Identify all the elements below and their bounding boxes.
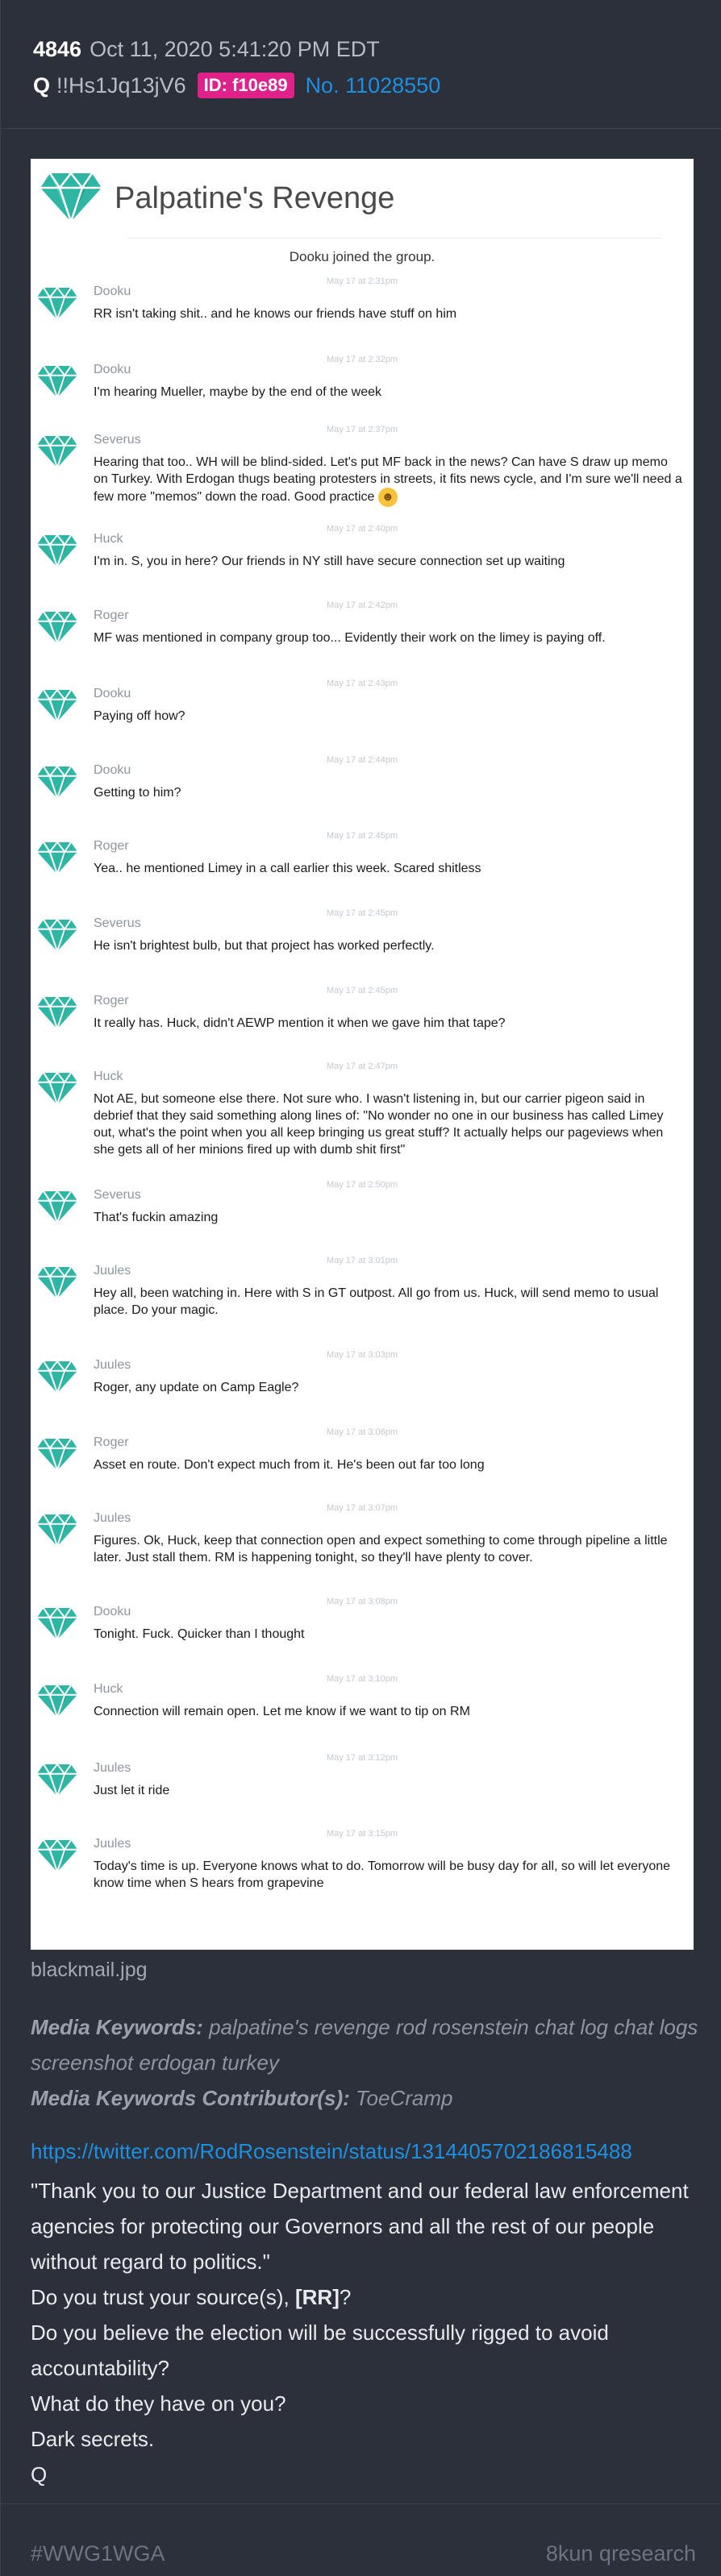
question-bold: [RR] xyxy=(295,2285,340,2309)
message-text xyxy=(94,1782,686,1799)
message-text xyxy=(94,1015,686,1032)
post-meta xyxy=(33,37,380,62)
message-time: May 17 at 2:45pm xyxy=(326,831,398,841)
message-sender: Dooku xyxy=(94,285,131,298)
message-text xyxy=(94,629,686,646)
message-sender: Huck xyxy=(94,1070,123,1083)
message-text xyxy=(94,1626,686,1643)
post-question-2: Do you believe the election will be successfully rigged to avoid accountability? xyxy=(31,2320,609,2380)
post-line-dark-secrets: Dark secrets. xyxy=(31,2427,155,2451)
message-text-content: Figures. Ok, Huck, keep that connection open and expect something to come through pipeline a little later. Just stall them. RM is happening tonight, so they'll have plenty to cover. xyxy=(94,1534,668,1564)
question-text: Do you trust your source(s), xyxy=(31,2285,295,2309)
message-time: May 17 at 3:08pm xyxy=(326,1597,398,1606)
message-text xyxy=(94,784,686,801)
message-time: May 17 at 2:40pm xyxy=(326,524,398,534)
media-keywords xyxy=(31,2009,700,2116)
message-sender: Severus xyxy=(94,1188,141,1202)
message-time: May 17 at 2:50pm xyxy=(326,1180,398,1190)
message-time: May 17 at 2:43pm xyxy=(326,679,398,688)
message-time: May 17 at 2:44pm xyxy=(326,755,398,765)
message-text xyxy=(94,305,686,322)
diamond-icon xyxy=(35,532,79,573)
message-text-content: Tonight. Fuck. Quicker than I thought xyxy=(94,1627,305,1641)
smirk-emoji-icon: ☻ xyxy=(378,488,398,507)
chat-screenshot[interactable] xyxy=(31,159,694,1950)
diamond-icon xyxy=(35,1070,79,1111)
diamond-icon xyxy=(35,285,79,326)
message-sender: Roger xyxy=(94,609,129,622)
post-question-3: What do they have on you? xyxy=(31,2391,286,2416)
message-sender: Juules xyxy=(94,1511,131,1525)
message-text xyxy=(94,1456,686,1473)
message-time: May 17 at 2:32pm xyxy=(326,355,398,364)
message-text xyxy=(94,384,686,401)
message-text-content: Hearing that too.. WH will be blind-sided. Let's put MF back in the news? Can have S draw up memo on Turkey. With Erdogan thugs beating protesters in streets, it fits news cycle, and I'm sure we'll need a few more "memos" down the road. Good practice xyxy=(94,455,682,505)
message-text-content: I'm hearing Mueller, maybe by the end of the week xyxy=(94,385,382,399)
message-sender: Huck xyxy=(94,1682,123,1696)
message-sender: Dooku xyxy=(94,763,131,777)
message-text-content: Paying off how? xyxy=(94,709,185,723)
message-text-content: Getting to him? xyxy=(94,786,181,800)
message-time: May 17 at 3:15pm xyxy=(326,1829,398,1839)
diamond-icon xyxy=(35,433,79,474)
keywords-text: palpatine's revenge rod rosenstein chat log chat logs screenshot erdogan turkey xyxy=(31,2015,698,2075)
diamond-icon xyxy=(35,916,79,958)
message-sender: Dooku xyxy=(94,687,131,700)
message-text xyxy=(94,708,686,725)
message-time: May 17 at 2:47pm xyxy=(326,1062,398,1071)
diamond-icon xyxy=(35,1511,79,1552)
diamond-icon xyxy=(35,839,79,880)
poster-line xyxy=(33,71,440,100)
message-sender: Dooku xyxy=(94,363,131,376)
twitter-link[interactable]: https://twitter.com/RodRosenstein/status/1314405702186815488 xyxy=(31,2139,632,2163)
message-text-content: Hey all, been watching in. Here with S in GT outpost. All go from us. Huck, will send memo to usual place. Do your magic. xyxy=(94,1286,659,1317)
message-sender: Severus xyxy=(94,916,141,930)
message-text xyxy=(94,860,686,877)
join-notice: Dooku joined the group. xyxy=(289,249,436,264)
message-text xyxy=(94,553,686,570)
message-time: May 17 at 2:45pm xyxy=(326,986,398,995)
diamond-icon xyxy=(35,363,79,404)
group-title: Palpatine's Revenge xyxy=(115,181,395,215)
message-time: May 17 at 2:42pm xyxy=(326,600,398,610)
post-question-1 xyxy=(31,2279,700,2315)
post-quote: "Thank you to our Justice Department and our federal law enforcement agencies for protecting our Governors and all the rest of our people without regard to politics." xyxy=(31,2179,689,2274)
message-time: May 17 at 3:12pm xyxy=(326,1753,398,1763)
diamond-icon xyxy=(35,1358,79,1399)
diamond-icon xyxy=(35,609,79,650)
message-text xyxy=(94,1285,686,1319)
diamond-icon xyxy=(35,1682,79,1723)
post-timestamp: Oct 11, 2020 5:41:20 PM EDT xyxy=(90,37,380,61)
message-text-content: He isn't brightest bulb, but that project has worked perfectly. xyxy=(94,939,435,953)
message-text xyxy=(94,1858,686,1892)
message-text-content: Not AE, but someone else there. Not sure who. I wasn't listening in, but our carrier pigeon said in debrief that they said something along lines of: "No wonder no one in our business has called Limey out, what's the point when you all keep bringing us great stuff? It actually helps our pageviews when she gets all of her minions fired up with dumb shit first" xyxy=(94,1092,664,1157)
message-time: May 17 at 3:07pm xyxy=(326,1503,398,1513)
message-text-content: RR isn't taking shit.. and he knows our friends have stuff on him xyxy=(94,307,457,321)
diamond-icon xyxy=(35,1188,79,1229)
post-body xyxy=(31,2173,700,2492)
message-text-content: Asset en route. Don't expect much from it. He's been out far too long xyxy=(94,1458,485,1472)
hashtag[interactable]: #WWG1WGA xyxy=(31,2541,165,2566)
keywords-label: Media Keywords: xyxy=(31,2015,203,2039)
post-header xyxy=(1,0,721,129)
post-signature: Q xyxy=(31,2462,48,2487)
question-mark: ? xyxy=(339,2285,352,2309)
post-footer xyxy=(1,2503,721,2576)
post-count: 4846 xyxy=(33,37,82,61)
message-text-content: Connection will remain open. Let me know if we want to tip on RM xyxy=(94,1705,470,1718)
diamond-icon xyxy=(35,687,79,728)
message-sender: Juules xyxy=(94,1837,131,1851)
board-name[interactable]: 8kun qresearch xyxy=(545,2541,696,2566)
message-text xyxy=(94,1091,686,1158)
message-sender: Roger xyxy=(94,1435,129,1449)
message-text-content: Yea.. he mentioned Limey in a call earlier this week. Scared shitless xyxy=(94,862,481,875)
message-time: May 17 at 2:37pm xyxy=(326,425,398,434)
message-sender: Severus xyxy=(94,433,141,447)
message-text-content: It really has. Huck, didn't AEWP mention it when we gave him that tape? xyxy=(94,1016,506,1030)
message-time: May 17 at 3:03pm xyxy=(326,1350,398,1360)
message-sender: Roger xyxy=(94,994,129,1008)
message-sender: Roger xyxy=(94,839,129,853)
message-sender: Juules xyxy=(94,1264,131,1278)
message-time: May 17 at 3:01pm xyxy=(326,1256,398,1265)
message-time: May 17 at 2:31pm xyxy=(326,276,398,286)
message-sender: Dooku xyxy=(94,1605,131,1618)
message-text xyxy=(94,454,686,507)
diamond-icon xyxy=(35,1605,79,1646)
message-text-content: That's fuckin amazing xyxy=(94,1211,219,1224)
diamond-icon xyxy=(39,168,103,229)
diamond-icon xyxy=(35,1264,79,1305)
message-text-content: Roger, any update on Camp Eagle? xyxy=(94,1381,299,1394)
message-sender: Huck xyxy=(94,532,123,546)
contributor-name: ToeCramp xyxy=(356,2086,453,2110)
poster-name: Q xyxy=(33,73,51,98)
contributor-label: Media Keywords Contributor(s): xyxy=(31,2086,350,2110)
message-text-content: Today's time is up. Everyone knows what to do. Tomorrow will be busy day for all, so will let everyone know time when S hears from grapevine xyxy=(94,1859,671,1890)
diamond-icon xyxy=(35,763,79,804)
message-text xyxy=(94,937,686,954)
diamond-icon xyxy=(35,994,79,1035)
diamond-icon xyxy=(35,1761,79,1802)
message-text xyxy=(94,1532,686,1566)
id-badge[interactable]: ID: f10e89 xyxy=(198,73,294,98)
message-time: May 17 at 3:10pm xyxy=(326,1674,398,1684)
post-number-link[interactable]: No. 11028550 xyxy=(305,73,441,98)
message-text-content: Just let it ride xyxy=(94,1784,170,1797)
media-filename[interactable]: blackmail.jpg xyxy=(31,1959,148,1981)
divider xyxy=(127,238,661,239)
message-text xyxy=(94,1379,686,1396)
message-text-content: I'm in. S, you in here? Our friends in NY still have secure connection set up waiting xyxy=(94,555,565,568)
message-sender: Juules xyxy=(94,1358,131,1372)
message-sender: Juules xyxy=(94,1761,131,1775)
message-text xyxy=(94,1209,686,1226)
diamond-icon xyxy=(35,1837,79,1878)
message-text xyxy=(94,1703,686,1720)
tripcode: !!Hs1Jq13jV6 xyxy=(56,73,186,98)
message-time: May 17 at 3:06pm xyxy=(326,1427,398,1437)
message-text-content: MF was mentioned in company group too... Evidently their work on the limey is paying off. xyxy=(94,631,606,645)
diamond-icon xyxy=(35,1435,79,1477)
message-time: May 17 at 2:45pm xyxy=(326,908,398,918)
